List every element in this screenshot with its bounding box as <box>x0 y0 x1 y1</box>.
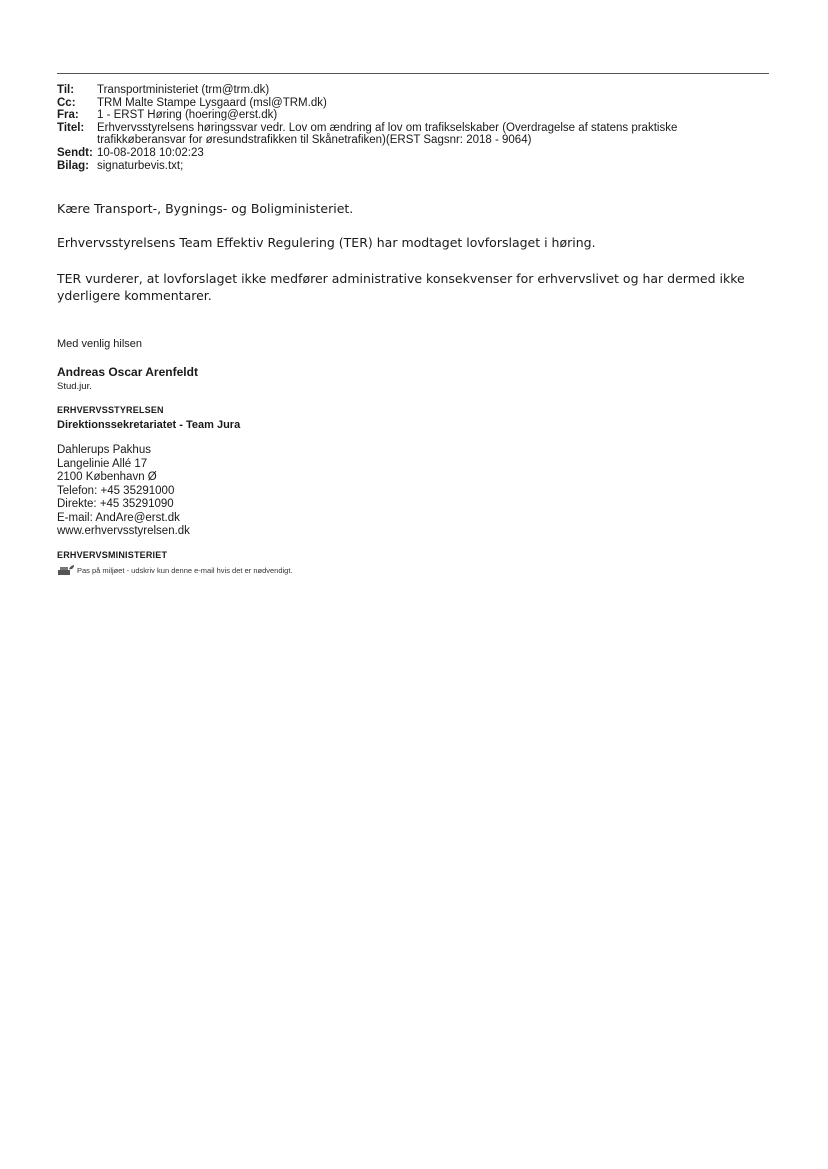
department-name: Direktionssekretariatet - Team Jura <box>57 419 241 431</box>
signer-title: Stud.jur. <box>57 381 92 392</box>
address-line: 2100 København Ø <box>57 471 157 483</box>
header-from-row <box>57 109 757 122</box>
address-line: Langelinie Allé 17 <box>57 457 148 470</box>
closing: Med venlig hilsen <box>57 338 142 350</box>
subject-value <box>97 122 757 147</box>
website-line: www.erhvervsstyrelsen.dk <box>57 525 190 537</box>
header-attachment-row <box>57 160 757 173</box>
sent-value: 10-08-2018 10:02:23 <box>97 146 204 159</box>
email-header <box>57 84 757 172</box>
header-to-row <box>57 84 757 97</box>
environment-note <box>57 564 293 576</box>
direct-phone-line: Direkte: +45 35291090 <box>57 498 174 510</box>
sent-label: Sendt: <box>57 146 93 159</box>
subject-label: Titel: <box>57 121 85 134</box>
header-divider <box>57 73 769 74</box>
address-block <box>57 444 190 539</box>
phone-line: Telefon: +45 35291000 <box>57 484 175 497</box>
cc-value: TRM Malte Stampe Lysgaard (msl@TRM.dk) <box>97 96 327 109</box>
cc-label: Cc: <box>57 96 76 109</box>
paragraph-1: Erhvervsstyrelsens Team Effektiv Regulering (TER) har modtaget lovforslaget i høring. <box>57 235 596 250</box>
attachment-label: Bilag: <box>57 159 89 172</box>
from-value: 1 - ERST Høring (hoering@erst.dk) <box>97 109 278 122</box>
signer-name: Andreas Oscar Arenfeldt <box>57 365 198 379</box>
attachment-value: signaturbevis.txt; <box>97 159 184 172</box>
to-label: Til: <box>57 84 75 96</box>
header-cc-row <box>57 97 757 110</box>
printer-leaf-icon <box>57 564 75 576</box>
paragraph-2: TER vurderer, at lovforslaget ikke medfører administrative konsekvenser for erhvervslivet og har dermed ikke yderligere kommentarer. <box>57 271 745 303</box>
environment-note-text: Pas på miljøet - udskriv kun denne e-mail hvis det er nødvendigt. <box>77 565 293 575</box>
header-sent-row <box>57 147 757 160</box>
email-line: E-mail: AndAre@erst.dk <box>57 511 180 524</box>
subject-line-2: trafikkøberansvar for øresundstrafikken til Skånetrafiken)(ERST Sagsnr: 2018 - 9064) <box>97 134 532 147</box>
organization-name: ERHVERVSSTYRELSEN <box>57 405 164 415</box>
ministry-name: ERHVERVSMINISTERIET <box>57 550 168 560</box>
header-subject-row <box>57 122 757 147</box>
subject-line-1: Erhvervsstyrelsens høringssvar vedr. Lov om ændring af lov om trafikselskaber (Overdragelse af statens praktiske <box>97 121 678 134</box>
from-label: Fra: <box>57 109 79 122</box>
to-value: Transportministeriet (trm@trm.dk) <box>97 84 270 96</box>
address-line: Dahlerups Pakhus <box>57 444 151 456</box>
greeting: Kære Transport-, Bygnings- og Boligministeriet. <box>57 201 354 216</box>
